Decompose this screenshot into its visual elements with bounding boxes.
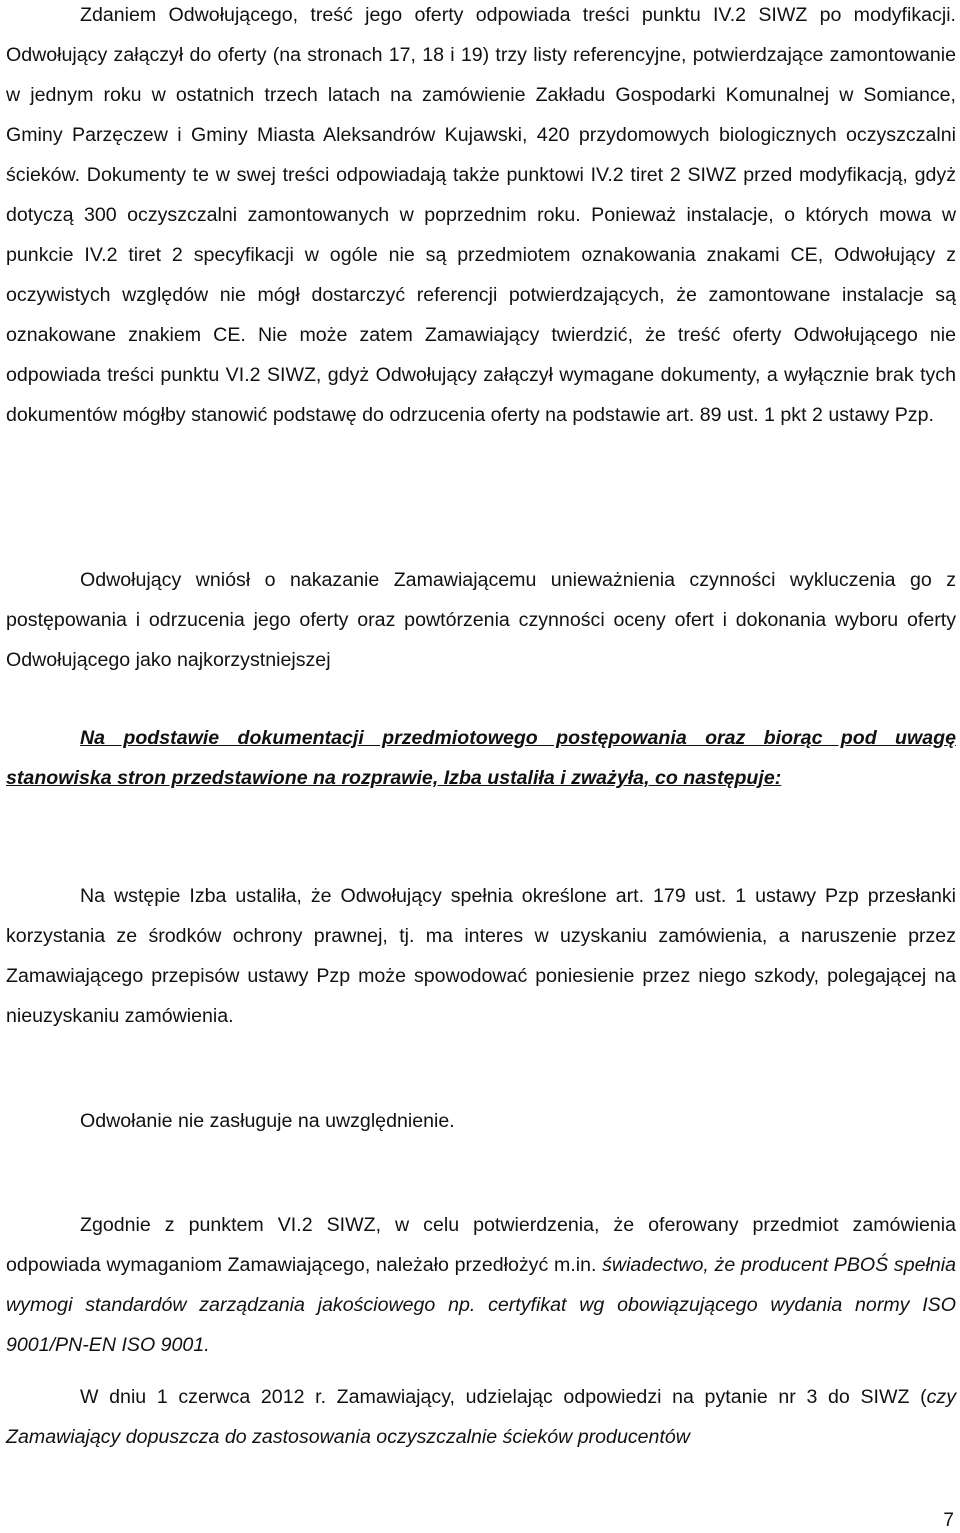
clarification-quote: czy Zamawiający dopuszcza do zastosowania oczyszczalnie ścieków producentów — [6, 1386, 956, 1448]
siwz-requirement-quote: świadectwo, że producent PBOŚ spełnia wymogi standardów zarządzania jakościowego np. certyfikat wg obowiązującego wydania normy ISO 9001/PN-EN ISO 9001. — [6, 1254, 956, 1356]
paragraph-clarification — [6, 1377, 956, 1457]
paragraph-siwz-requirement — [6, 1205, 956, 1365]
clarification-text: W dniu 1 czerwca 2012 r. Zamawiający, udzielając odpowiedzi na pytanie nr 3 do SIWZ ( — [80, 1386, 927, 1408]
page-number: 7 — [943, 1510, 954, 1531]
paragraph-standing: Na wstępie Izba ustaliła, że Odwołujący spełnia określone art. 179 ust. 1 ustawy Pzp przesłanki korzystania ze środków ochrony prawnej, tj. ma interes w uzyskaniu zamówienia, a naruszenie przez Zamawiającego przepisów ustawy Pzp może spowodować poniesienie przez niego szkody, polegającej na nieuzyskaniu zamówienia. — [6, 885, 956, 1027]
paragraph-ruling: Odwołanie nie zasługuje na uwzględnienie. — [80, 1110, 455, 1132]
section-heading-findings: Na podstawie dokumentacji przedmiotowego postępowania oraz biorąc pod uwagę stanowiska stron przedstawione na rozprawie, Izba ustaliła i zważyła, co następuje: — [6, 727, 956, 789]
paragraph-appellant-argument: Zdaniem Odwołującego, treść jego oferty odpowiada treści punktu IV.2 SIWZ po modyfikacji. Odwołujący załączył do oferty (na stronach 17, 18 i 19) trzy listy referencyjne, potwierdzające zamontowanie w jednym roku w ostatnich trzech latach na zamówienie Zakładu Gospodarki Komunalnej w Somiance, Gminy Parzęczew i Gminy Miasta Aleksandrów Kujawski, 420 przydomowych biologicznych oczyszczalni ścieków. Dokumenty te w swej treści odpowiadają także punktowi IV.2 tiret 2 SIWZ przed modyfikacją, gdyż dotyczą 300 oczyszczalni zamontowanych w poprzednim roku. Ponieważ instalacje, o których mowa w punkcie IV.2 tiret 2 specyfikacji w ogóle nie są przedmiotem oznakowania znakami CE, Odwołujący z oczywistych względów nie mógł dostarczyć referencji potwierdzających, że zamontowane instalacje są oznakowane znakiem CE. Nie może zatem Zamawiający twierdzić, że treść oferty Odwołującego nie odpowiada treści punktu VI.2 SIWZ, gdyż Odwołujący załączył wymagane dokumenty, a wyłącznie brak tych dokumentów mógłby stanowić podstawę do odrzucenia oferty na podstawie art. 89 ust. 1 pkt 2 ustawy Pzp. — [6, 4, 956, 426]
siwz-requirement-text: Zgodnie z punktem VI.2 SIWZ, w celu potwierdzenia, że oferowany przedmiot zamówienia odpowiada wymaganiom Zamawiającego, należało przedłożyć m.in. — [6, 1214, 956, 1276]
paragraph-appellant-request: Odwołujący wniósł o nakazanie Zamawiającemu unieważnienia czynności wykluczenia go z postępowania i odrzucenia jego oferty oraz powtórzenia czynności oceny ofert i dokonania wyboru oferty Odwołującego jako najkorzystniejszej — [6, 569, 956, 671]
